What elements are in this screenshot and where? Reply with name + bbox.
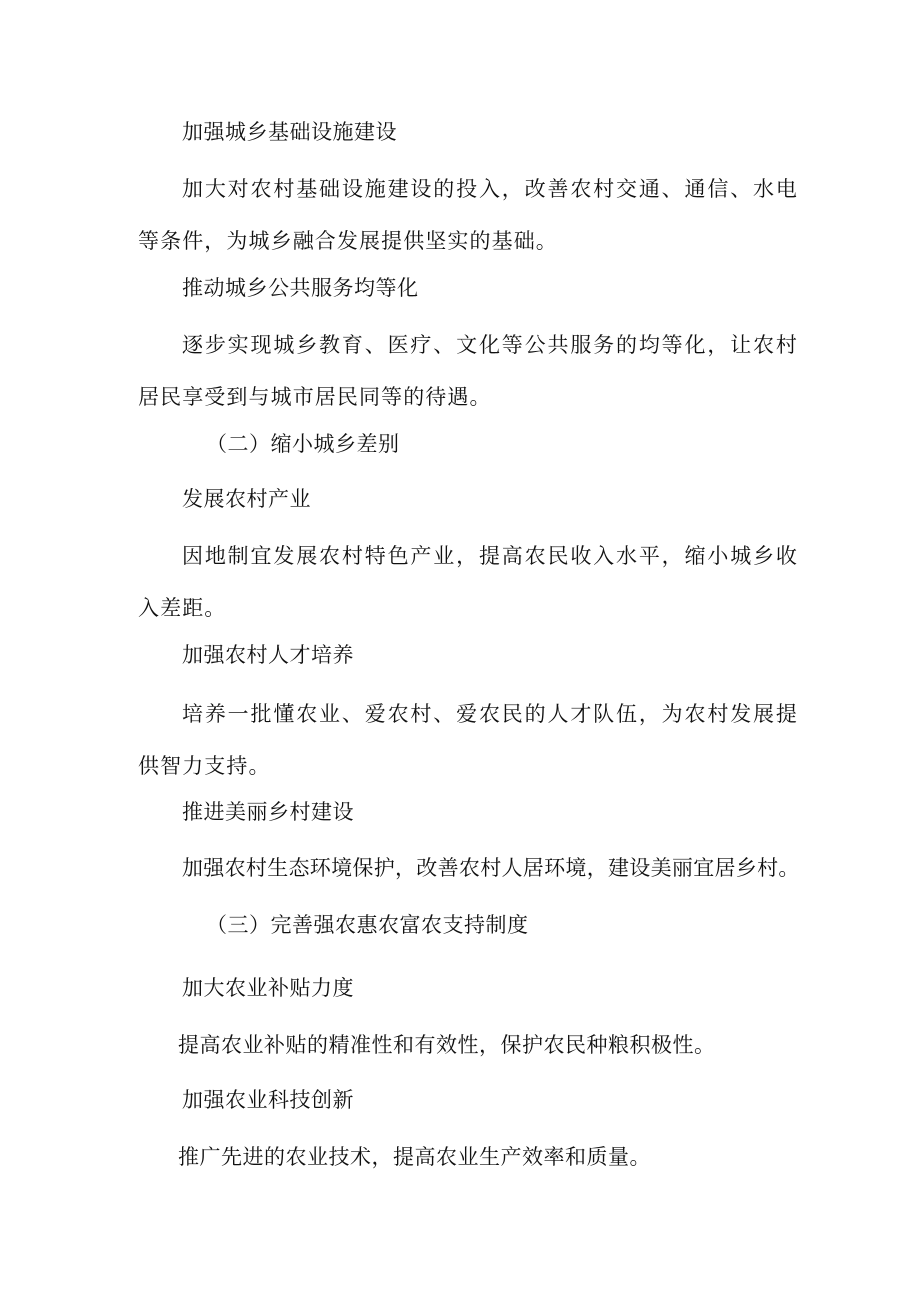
heading-beautiful-village: 推进美丽乡村建设	[182, 800, 354, 824]
paragraph-tech: 推广先进的农业技术，提高农业生产效率和质量。	[178, 1145, 651, 1169]
section-heading-3: （三）完善强农惠农富农支持制度	[206, 913, 529, 937]
heading-public-services: 推动城乡公共服务均等化	[182, 276, 419, 300]
paragraph-subsidy: 提高农业补贴的精准性和有效性，保护农民种粮积极性。	[178, 1033, 716, 1057]
paragraph-industry: 因地制宜发展农村特色产业，提高农民收入水平，缩小城乡收入差距。	[138, 544, 798, 620]
heading-talent: 加强农村人才培养	[182, 643, 354, 667]
heading-tech: 加强农业科技创新	[182, 1088, 354, 1112]
heading-infrastructure: 加强城乡基础设施建设	[182, 120, 397, 144]
paragraph-beautiful-village: 加强农村生态环境保护，改善农村人居环境，建设美丽宜居乡村。	[182, 856, 800, 880]
paragraph-infrastructure: 加大对农村基础设施建设的投入，改善农村交通、通信、水电等条件，为城乡融合发展提供坚实的基础。	[138, 177, 798, 253]
paragraph-public-services: 逐步实现城乡教育、医疗、文化等公共服务的均等化，让农村居民享受到与城市居民同等的待遇。	[138, 333, 798, 409]
section-heading-2: （二）缩小城乡差别	[206, 432, 400, 456]
heading-industry: 发展农村产业	[182, 487, 311, 511]
heading-subsidy: 加大农业补贴力度	[182, 976, 354, 1000]
paragraph-talent: 培养一批懂农业、爱农村、爱农民的人才队伍，为农村发展提供智力支持。	[138, 702, 798, 778]
